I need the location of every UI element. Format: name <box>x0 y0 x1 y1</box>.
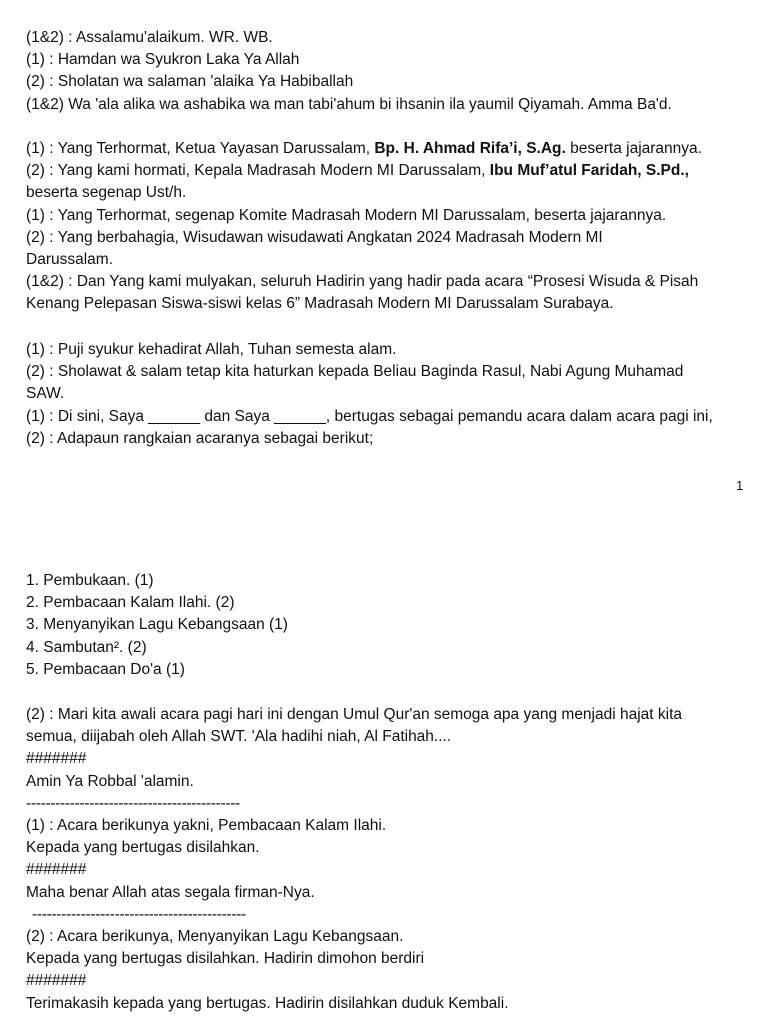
text-line: Darussalam. <box>26 251 113 269</box>
agenda-item: 1. Pembukaan. (1) <box>26 572 154 589</box>
fatihah-section <box>26 704 748 815</box>
text-line: (2) : Sholatan wa salaman 'alaika Ya Habiballah <box>26 73 354 91</box>
closing-line: Terimakasih kepada yang bertugas. Hadirin disilahkan duduk Kembali. <box>26 994 509 1012</box>
greeting-chairman <box>26 138 748 160</box>
text-line: (1) : Hamdan wa Syukron Laka Ya Allah <box>26 51 300 69</box>
greeting-headmaster <box>26 160 748 182</box>
greeting-audience: (1&2) : Dan Yang kami mulyakan, seluruh Hadirin yang hadir pada acara “Prosesi Wisuda & Pisah <box>26 273 699 291</box>
hash-marker: ####### <box>26 972 87 990</box>
chairman-name: Bp. H. Ahmad Rifa’i, S.Ag. <box>374 140 566 157</box>
agenda-intro: (2) : Adapaun rangkaian acaranya sebagai berikut; <box>26 429 374 447</box>
text-line: Kenang Pelepasan Siswa-siswi kelas 6” Madrasah Modern MI Darussalam Surabaya. <box>26 295 614 313</box>
agenda-item: 4. Sambutan². (2) <box>26 638 147 656</box>
separator-line: -------------------------------------------- <box>32 905 246 923</box>
text-line: (1&2) Wa 'ala alika wa ashabika wa man tabi'ahum bi ihsanin ila yaumil Qiyamah. Amma Ba'd. <box>26 95 672 113</box>
agenda-list <box>26 570 748 681</box>
praise-section <box>26 339 748 450</box>
mc-introduction: (1) : Di sini, Saya ______ dan Saya ______, bertugas sebagai pemandu acara dalam acara pagi ini, <box>26 407 713 425</box>
sholawat-line: (2) : Sholawat & salam tetap kita haturkan kepada Beliau Baginda Rasul, Nabi Agung Muhamad <box>26 363 684 381</box>
praise-line: (1) : Puji syukur kehadirat Allah, Tuhan semesta alam. <box>26 341 397 358</box>
text-line: (1&2) : Assalamu'alaikum. WR. WB. <box>26 29 273 46</box>
anthem-section <box>26 926 748 1015</box>
opening-salutation <box>26 27 748 116</box>
text-line: (1) : Acara berikunya yakni, Pembacaan Kalam Ilahi. <box>26 817 387 834</box>
hash-marker: ####### <box>26 750 87 768</box>
headmaster-name: Ibu Muf’atul Faridah, S.Pd., <box>489 162 689 180</box>
closing-line: Maha benar Allah atas segala firman-Nya. <box>26 883 315 901</box>
text-line: SAW. <box>26 385 65 403</box>
page-number: 1 <box>736 478 744 493</box>
agenda-item: 3. Menyanyikan Lagu Kebangsaan (1) <box>26 616 288 634</box>
text-line: Kepada yang bertugas disilahkan. <box>26 839 260 857</box>
greeting-text: (1) : Yang Terhormat, Ketua Yayasan Darussalam, <box>26 140 375 157</box>
text-line: beserta segenap Ust/h. <box>26 184 187 202</box>
greeting-committee: (1) : Yang Terhormat, segenap Komite Madrasah Modern MI Darussalam, beserta jajarannya. <box>26 206 667 224</box>
greeting-text: (2) : Yang kami hormati, Kepala Madrasah Modern MI Darussalam, <box>26 162 490 180</box>
text-line: (2) : Acara berikunya, Menyanyikan Lagu Kebangsaan. <box>26 928 404 945</box>
hash-marker: ####### <box>26 861 87 879</box>
agenda-item: 5. Pembacaan Do'a (1) <box>26 660 185 678</box>
text-line: semua, diijabah oleh Allah SWT. 'Ala hadihi niah, Al Fatihah.... <box>26 728 452 746</box>
closing-line: Amin Ya Robbal 'alamin. <box>26 772 194 790</box>
text-line: (2) : Mari kita awali acara pagi hari ini dengan Umul Qur'an semoga apa yang menjadi hajat kita <box>26 706 683 723</box>
kalam-section <box>26 815 748 926</box>
separator-line: -------------------------------------------- <box>26 794 240 812</box>
greeting-graduates: (2) : Yang berbahagia, Wisudawan wisudawati Angkatan 2024 Madrasah Modern MI <box>26 228 603 246</box>
greetings-section <box>26 138 748 316</box>
agenda-item: 2. Pembacaan Kalam Ilahi. (2) <box>26 594 235 612</box>
greeting-text: beserta jajarannya. <box>565 140 702 157</box>
text-line: Kepada yang bertugas disilahkan. Hadirin dimohon berdiri <box>26 950 425 968</box>
